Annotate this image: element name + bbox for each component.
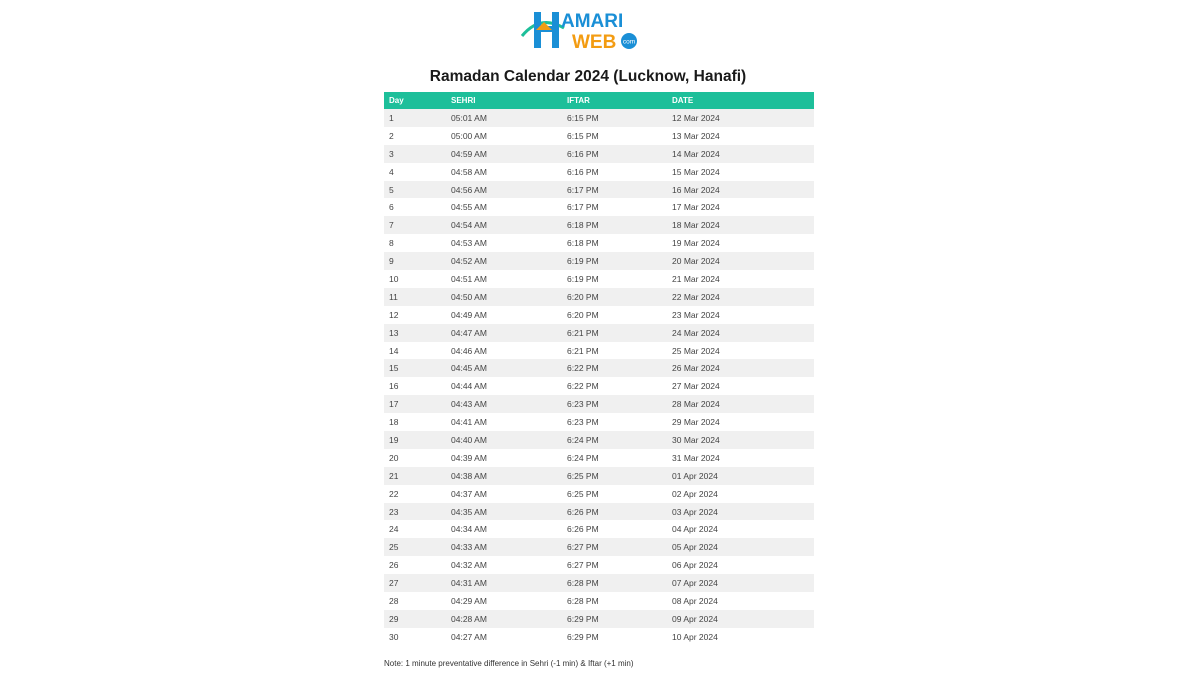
cell-sehri: 05:00 AM — [451, 130, 487, 141]
cell-day: 10 — [389, 273, 399, 284]
cell-iftar: 6:26 PM — [567, 506, 599, 517]
cell-day: 19 — [389, 434, 399, 445]
cell-day: 5 — [389, 184, 394, 195]
cell-iftar: 6:28 PM — [567, 578, 599, 589]
cell-day: 17 — [389, 399, 399, 410]
cell-date: 20 Mar 2024 — [672, 256, 720, 267]
cell-day: 18 — [389, 417, 399, 428]
cell-sehri: 04:47 AM — [451, 327, 487, 338]
cell-date: 31 Mar 2024 — [672, 452, 720, 463]
cell-day: 9 — [389, 256, 394, 267]
cell-iftar: 6:16 PM — [567, 166, 599, 177]
cell-date: 22 Mar 2024 — [672, 291, 720, 302]
cell-iftar: 6:27 PM — [567, 542, 599, 553]
cell-sehri: 04:39 AM — [451, 452, 487, 463]
hamariweb-logo-mark — [520, 8, 642, 52]
cell-sehri: 04:43 AM — [451, 399, 487, 410]
table-row — [384, 485, 814, 503]
cell-sehri: 04:45 AM — [451, 363, 487, 374]
cell-day: 4 — [389, 166, 394, 177]
cell-day: 20 — [389, 452, 399, 463]
table-row — [384, 234, 814, 252]
cell-date: 29 Mar 2024 — [672, 417, 720, 428]
table-row — [384, 628, 814, 646]
cell-iftar: 6:17 PM — [567, 202, 599, 213]
cell-day: 29 — [389, 613, 399, 624]
cell-sehri: 04:31 AM — [451, 578, 487, 589]
cell-date: 10 Apr 2024 — [672, 631, 718, 642]
cell-sehri: 04:56 AM — [451, 184, 487, 195]
cell-iftar: 6:26 PM — [567, 524, 599, 535]
cell-iftar: 6:22 PM — [567, 363, 599, 374]
table-row — [384, 324, 814, 342]
cell-day: 3 — [389, 148, 394, 159]
logo-line2: WEB — [572, 32, 617, 52]
table-row — [384, 359, 814, 377]
cell-iftar: 6:23 PM — [567, 399, 599, 410]
cell-iftar: 6:18 PM — [567, 238, 599, 249]
cell-day: 14 — [389, 345, 399, 356]
table-row — [384, 198, 814, 216]
cell-day: 13 — [389, 327, 399, 338]
cell-date: 24 Mar 2024 — [672, 327, 720, 338]
table-row — [384, 288, 814, 306]
cell-date: 08 Apr 2024 — [672, 595, 718, 606]
cell-iftar: 6:28 PM — [567, 595, 599, 606]
cell-date: 26 Mar 2024 — [672, 363, 720, 374]
cell-sehri: 04:50 AM — [451, 291, 487, 302]
cell-iftar: 6:25 PM — [567, 470, 599, 481]
table-row — [384, 467, 814, 485]
cell-date: 17 Mar 2024 — [672, 202, 720, 213]
cell-date: 23 Mar 2024 — [672, 309, 720, 320]
cell-day: 27 — [389, 578, 399, 589]
cell-iftar: 6:21 PM — [567, 345, 599, 356]
table-row — [384, 145, 814, 163]
table-row — [384, 556, 814, 574]
cell-sehri: 04:38 AM — [451, 470, 487, 481]
column-header-iftar: IFTAR — [567, 96, 590, 105]
cell-day: 16 — [389, 381, 399, 392]
cell-date: 03 Apr 2024 — [672, 506, 718, 517]
cell-day: 12 — [389, 309, 399, 320]
table-row — [384, 181, 814, 199]
cell-date: 01 Apr 2024 — [672, 470, 718, 481]
logo-line1: AMARI — [561, 11, 624, 32]
footnote: Note: 1 minute preventative difference in Sehri (-1 min) & Iftar (+1 min) — [384, 659, 634, 668]
table-row — [384, 538, 814, 556]
cell-day: 8 — [389, 238, 394, 249]
cell-sehri: 04:28 AM — [451, 613, 487, 624]
cell-sehri: 04:58 AM — [451, 166, 487, 177]
cell-sehri: 04:59 AM — [451, 148, 487, 159]
table-row — [384, 270, 814, 288]
cell-day: 2 — [389, 130, 394, 141]
table-header-row — [384, 92, 814, 109]
hamariweb-logo[interactable] — [520, 8, 642, 52]
cell-date: 09 Apr 2024 — [672, 613, 718, 624]
table-row — [384, 503, 814, 521]
cell-date: 21 Mar 2024 — [672, 273, 720, 284]
table-row — [384, 109, 814, 127]
cell-iftar: 6:17 PM — [567, 184, 599, 195]
table-row — [384, 520, 814, 538]
cell-day: 11 — [389, 291, 398, 302]
cell-sehri: 04:52 AM — [451, 256, 487, 267]
cell-sehri: 04:51 AM — [451, 273, 487, 284]
cell-date: 18 Mar 2024 — [672, 220, 720, 231]
column-header-sehri: SEHRI — [451, 96, 476, 105]
table-row — [384, 377, 814, 395]
cell-sehri: 04:55 AM — [451, 202, 487, 213]
cell-date: 02 Apr 2024 — [672, 488, 718, 499]
table-row — [384, 342, 814, 360]
cell-date: 12 Mar 2024 — [672, 112, 720, 123]
cell-day: 26 — [389, 560, 399, 571]
cell-sehri: 04:33 AM — [451, 542, 487, 553]
cell-date: 28 Mar 2024 — [672, 399, 720, 410]
table-row — [384, 163, 814, 181]
cell-day: 25 — [389, 542, 399, 553]
cell-sehri: 04:37 AM — [451, 488, 487, 499]
cell-iftar: 6:23 PM — [567, 417, 599, 428]
cell-day: 21 — [389, 470, 399, 481]
cell-date: 14 Mar 2024 — [672, 148, 720, 159]
cell-date: 25 Mar 2024 — [672, 345, 720, 356]
table-row — [384, 306, 814, 324]
cell-iftar: 6:16 PM — [567, 148, 599, 159]
cell-date: 30 Mar 2024 — [672, 434, 720, 445]
column-header-day: Day — [389, 96, 404, 105]
cell-sehri: 04:54 AM — [451, 220, 487, 231]
cell-day: 30 — [389, 631, 399, 642]
cell-day: 15 — [389, 363, 399, 374]
cell-sehri: 04:41 AM — [451, 417, 487, 428]
cell-date: 05 Apr 2024 — [672, 542, 718, 553]
cell-date: 06 Apr 2024 — [672, 560, 718, 571]
cell-iftar: 6:19 PM — [567, 273, 599, 284]
logo-com: com — [622, 38, 636, 46]
cell-day: 22 — [389, 488, 399, 499]
cell-iftar: 6:19 PM — [567, 256, 599, 267]
cell-sehri: 04:40 AM — [451, 434, 487, 445]
cell-iftar: 6:20 PM — [567, 309, 599, 320]
cell-day: 1 — [389, 112, 394, 123]
cell-iftar: 6:18 PM — [567, 220, 599, 231]
cell-iftar: 6:21 PM — [567, 327, 599, 338]
cell-sehri: 04:46 AM — [451, 345, 487, 356]
cell-iftar: 6:29 PM — [567, 631, 599, 642]
table-row — [384, 127, 814, 145]
cell-sehri: 05:01 AM — [451, 112, 487, 123]
cell-sehri: 04:34 AM — [451, 524, 487, 535]
cell-date: 15 Mar 2024 — [672, 166, 720, 177]
cell-iftar: 6:15 PM — [567, 130, 599, 141]
cell-iftar: 6:24 PM — [567, 434, 599, 445]
table-row — [384, 252, 814, 270]
cell-iftar: 6:25 PM — [567, 488, 599, 499]
cell-day: 24 — [389, 524, 399, 535]
cell-iftar: 6:20 PM — [567, 291, 599, 302]
cell-iftar: 6:27 PM — [567, 560, 599, 571]
cell-iftar: 6:15 PM — [567, 112, 599, 123]
table-row — [384, 413, 814, 431]
cell-sehri: 04:35 AM — [451, 506, 487, 517]
cell-sehri: 04:44 AM — [451, 381, 487, 392]
cell-date: 27 Mar 2024 — [672, 381, 720, 392]
cell-date: 07 Apr 2024 — [672, 578, 718, 589]
cell-date: 19 Mar 2024 — [672, 238, 720, 249]
table-row — [384, 610, 814, 628]
cell-day: 23 — [389, 506, 399, 517]
column-header-date: DATE — [672, 96, 694, 105]
page-title: Ramadan Calendar 2024 (Lucknow, Hanafi) — [429, 68, 747, 85]
cell-day: 28 — [389, 595, 399, 606]
cell-iftar: 6:24 PM — [567, 452, 599, 463]
table-body — [384, 109, 814, 646]
ramadan-calendar-table — [384, 92, 814, 646]
cell-date: 04 Apr 2024 — [672, 524, 718, 535]
cell-day: 7 — [389, 220, 394, 231]
table-row — [384, 574, 814, 592]
table-row — [384, 431, 814, 449]
cell-date: 13 Mar 2024 — [672, 130, 720, 141]
cell-sehri: 04:49 AM — [451, 309, 487, 320]
cell-iftar: 6:29 PM — [567, 613, 599, 624]
cell-sehri: 04:32 AM — [451, 560, 487, 571]
cell-sehri: 04:53 AM — [451, 238, 487, 249]
table-row — [384, 592, 814, 610]
cell-sehri: 04:29 AM — [451, 595, 487, 606]
table-row — [384, 395, 814, 413]
table-row — [384, 449, 814, 467]
cell-day: 6 — [389, 202, 394, 213]
cell-sehri: 04:27 AM — [451, 631, 487, 642]
cell-date: 16 Mar 2024 — [672, 184, 720, 195]
cell-iftar: 6:22 PM — [567, 381, 599, 392]
table-row — [384, 216, 814, 234]
